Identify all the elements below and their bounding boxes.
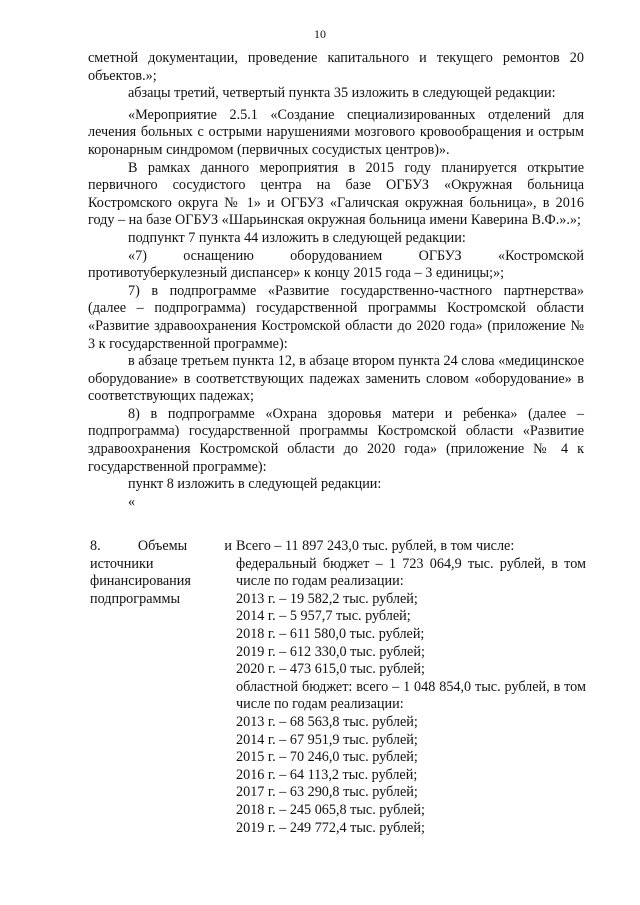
row-number: 8.	[90, 538, 101, 554]
opening-quote: «	[128, 493, 136, 510]
funding-line: 2018 г. – 245 065,8 тыс. рублей;	[236, 801, 425, 818]
row-title-and: и	[224, 538, 232, 554]
table-row-header	[90, 538, 232, 608]
funding-line: областной бюджет: всего – 1 048 854,0 тыс. рублей, в том числе по годам реализации:	[236, 678, 586, 713]
document-body	[88, 50, 584, 511]
funding-line: Всего – 11 897 243,0 тыс. рублей, в том числе:	[236, 538, 515, 554]
table-row-content	[236, 538, 586, 837]
funding-line: 2014 г. – 5 957,7 тыс. рублей;	[236, 608, 411, 625]
funding-line: 2016 г. – 64 113,2 тыс. рублей;	[236, 766, 418, 783]
row-title-line: финансирования	[90, 573, 191, 590]
paragraph: «7) оснащению оборудованием ОГБУЗ «Костромской противотуберкулезный диспансер» к концу 2015 года – 3 единицы;»;	[88, 247, 584, 282]
row-title-line: источники	[90, 555, 154, 572]
paragraph: в абзаце третьем пункта 12, в абзаце втором пункта 24 слова «медицинское оборудование» в соответствующих падежах заменить словом «оборудование» в соответствующих падежах;	[88, 353, 584, 405]
funding-line: 2015 г. – 70 246,0 тыс. рублей;	[236, 749, 418, 766]
paragraph: 7) в подпрограмме «Развитие государственно-частного партнерства» (далее – подпрограмма) государственной программы Костромской области «Развитие здравоохранения Костромской области до 2020 года» (приложение № 3 к государственной программе):	[88, 282, 584, 352]
paragraph: подпункт 7 пункта 44 изложить в следующей редакции:	[128, 229, 466, 246]
page-number: 10	[314, 27, 326, 41]
funding-line: 2020 г. – 473 615,0 тыс. рублей;	[236, 661, 425, 678]
paragraph: В рамках данного мероприятия в 2015 году планируется открытие первичного сосудистого центра на базе ОГБУЗ «Окружная больница Костромского округа № 1» и ОГБУЗ «Галичская окружная больница», в 2016 году – на базе ОГБУЗ «Шарьинская окружная больница имени Каверина В.Ф.».»;	[88, 159, 584, 229]
funding-line: федеральный бюджет – 1 723 064,9 тыс. рублей, в том числе по годам реализации:	[236, 555, 586, 590]
funding-line: 2014 г. – 67 951,9 тыс. рублей;	[236, 731, 418, 748]
row-title-line: подпрограммы	[90, 590, 180, 607]
funding-line: 2013 г. – 68 563,8 тыс. рублей;	[236, 713, 418, 730]
paragraph: 8) в подпрограмме «Охрана здоровья матери и ребенка» (далее – подпрограмма) государственной программы Костромской области «Развитие здравоохранения Костромской области до 2020 года» (приложение № 4 к государственной программе):	[88, 405, 584, 475]
paragraph: сметной документации, проведение капитального и текущего ремонтов 20 объектов.»;	[88, 50, 584, 84]
funding-line: 2019 г. – 612 330,0 тыс. рублей;	[236, 643, 425, 660]
paragraph: пункт 8 изложить в следующей редакции:	[128, 476, 382, 493]
funding-line: 2018 г. – 611 580,0 тыс. рублей;	[236, 625, 425, 642]
paragraph: «Мероприятие 2.5.1 «Создание специализированных отделений для лечения больных с острыми нарушениями мозгового кровообращения и острым коронарным синдромом (первичных сосудистых центров)».	[88, 106, 584, 158]
funding-line: 2017 г. – 63 290,8 тыс. рублей;	[236, 784, 418, 801]
row-title-first: Объемы	[137, 538, 188, 554]
paragraph: абзацы третий, четвертый пункта 35 изложить в следующей редакции:	[128, 85, 556, 102]
funding-line: 2019 г. – 249 772,4 тыс. рублей;	[236, 819, 425, 836]
funding-line: 2013 г. – 19 582,2 тыс. рублей;	[236, 590, 418, 607]
